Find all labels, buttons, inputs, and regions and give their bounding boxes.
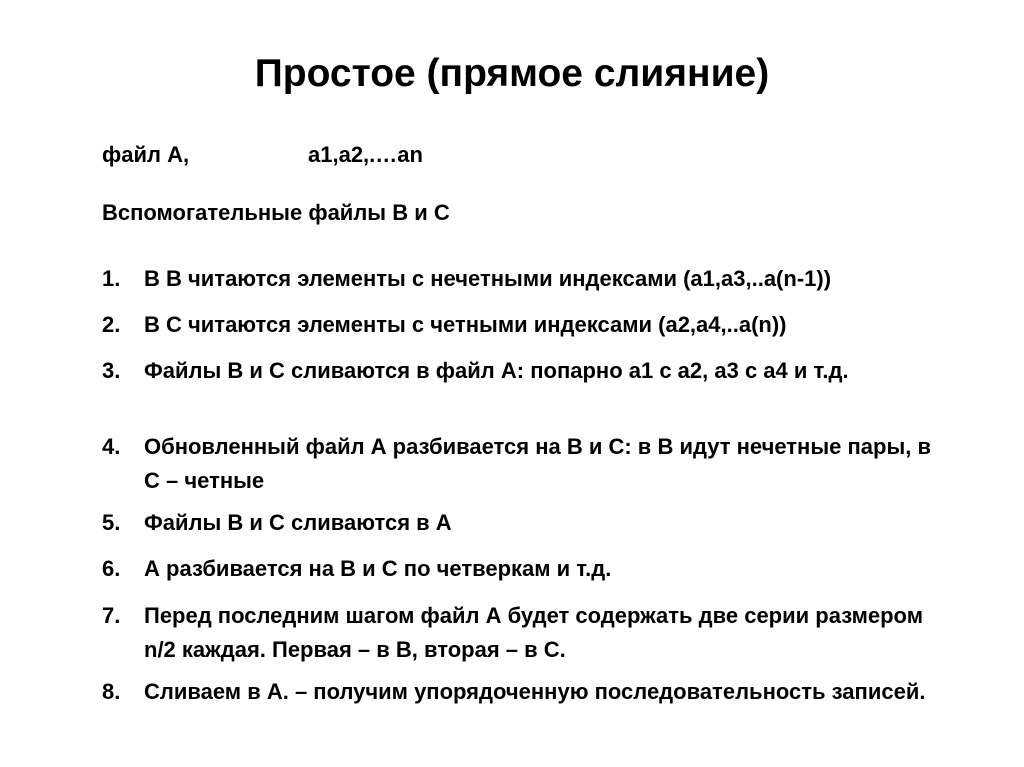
step-item-5 [102, 506, 962, 540]
step-item-4 [102, 430, 962, 498]
step-text: В В читаются элементы с нечетными индексами (a1,a3,..a(n-1)) [144, 266, 832, 291]
step-number: 7. [102, 603, 121, 628]
step-text: А разбивается на В и С по четверкам и т.д. [144, 556, 612, 581]
step-number: 3. [102, 358, 121, 383]
step-number: 4. [102, 434, 121, 459]
step-text: Файлы В и С сливаются в файл А: попарно a1 с a2, a3 с a4 и т.д. [144, 358, 849, 383]
step-item-3 [102, 354, 962, 388]
step-item-6 [102, 552, 962, 586]
auxiliary-files-line: Вспомогательные файлы В и С [102, 200, 450, 225]
file-a-line [102, 140, 423, 170]
step-item-8 [102, 675, 962, 709]
step-number: 1. [102, 266, 121, 291]
step-text: Сливаем в А. – получим упорядоченную последовательность записей. [144, 679, 926, 704]
file-a-sequence: a1,a2,.…an [308, 142, 423, 167]
step-number: 8. [102, 679, 121, 704]
step-text: В С читаются элементы с четными индексами (a2,a4,..a(n)) [144, 312, 787, 337]
step-number: 6. [102, 556, 121, 581]
step-item-2 [102, 308, 962, 342]
step-text: Обновленный файл А разбивается на В и С: в В идут нечетные пары, в С – четные [144, 434, 931, 493]
step-text: Файлы В и С сливаются в А [144, 510, 452, 535]
step-item-7 [102, 599, 962, 667]
file-a-label: файл А, [102, 142, 190, 167]
step-text: Перед последним шагом файл А будет содержать две серии размером n/2 каждая. Первая – в В, вторая – в С. [144, 603, 923, 662]
step-number: 5. [102, 510, 121, 535]
step-item-1 [102, 262, 962, 296]
slide-title: Простое (прямое слияние) [254, 52, 770, 95]
step-number: 2. [102, 312, 121, 337]
